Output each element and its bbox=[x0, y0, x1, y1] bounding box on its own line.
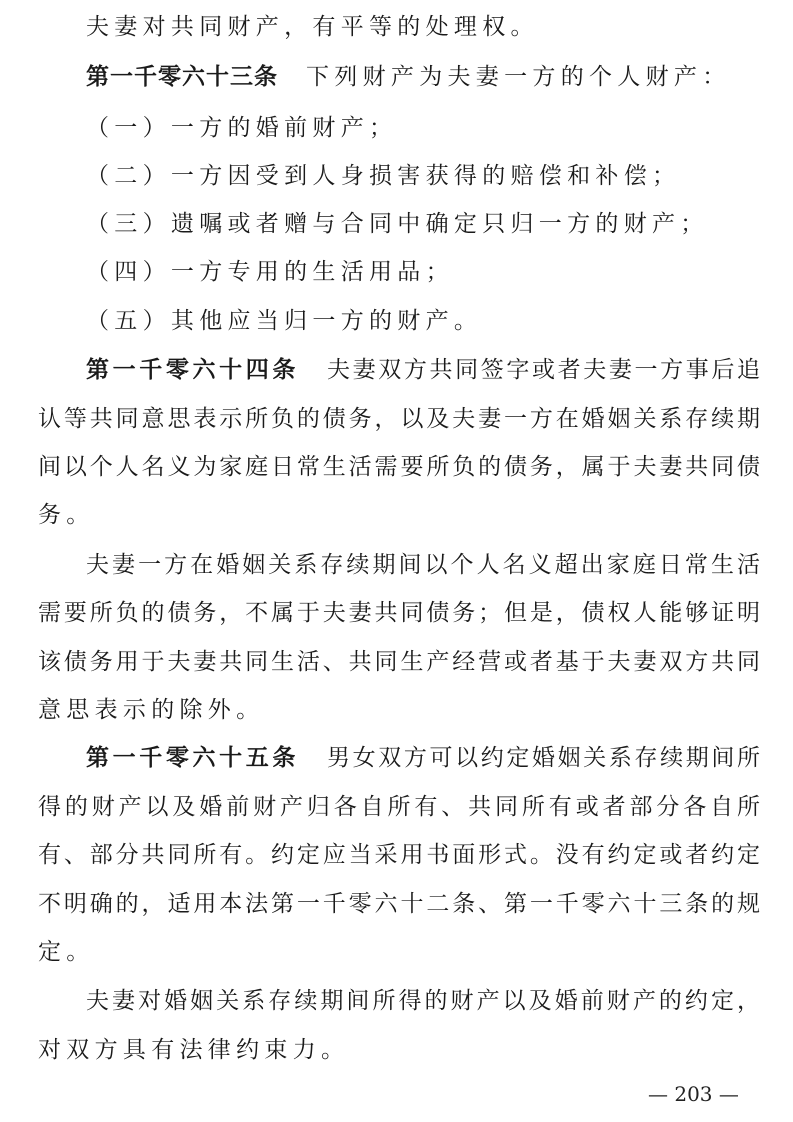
article-heading-line bbox=[86, 743, 760, 773]
text-line: 有、部分共同所有。约定应当采用书面形式。没有约定或者约定 bbox=[38, 842, 760, 868]
text-line: 认等共同意思表示所负的债务，以及夫妻一方在婚姻关系存续期 bbox=[38, 406, 760, 432]
article-number: 第一千零六十四条 bbox=[86, 357, 299, 383]
text-line: 需要所负的债务，不属于夫妻共同债务；但是，债权人能够证明 bbox=[38, 600, 760, 626]
list-item: （二）一方因受到人身损害获得的赔偿和补偿； bbox=[86, 163, 681, 189]
article-text: 下列财产为夫妻一方的个人财产： bbox=[306, 64, 731, 90]
text-line: 夫妻一方在婚姻关系存续期间以个人名义超出家庭日常生活 bbox=[86, 552, 760, 578]
text-line: 对双方具有法律约束力。 bbox=[38, 1037, 350, 1063]
article-heading-line bbox=[86, 62, 760, 92]
text-line: 间以个人名义为家庭日常生活需要所负的债务，属于夫妻共同债 bbox=[38, 454, 760, 480]
text-line: 该债务用于夫妻共同生活、共同生产经营或者基于夫妻双方共同 bbox=[38, 649, 760, 675]
text-line: 定。 bbox=[38, 939, 95, 965]
list-item: （五）其他应当归一方的财产。 bbox=[86, 308, 483, 334]
article-number: 第一千零六十五条 bbox=[86, 745, 299, 771]
text-line: 不明确的，适用本法第一千零六十二条、第一千零六十三条的规 bbox=[38, 891, 760, 917]
article-number: 第一千零六十三条 bbox=[86, 64, 278, 90]
list-item: （三）遗嘱或者赠与合同中确定只归一方的财产； bbox=[86, 211, 709, 237]
list-item: （四）一方专用的生活用品； bbox=[86, 259, 454, 285]
page-number: — 203 — bbox=[648, 1082, 739, 1106]
article-heading-line bbox=[86, 355, 760, 385]
text-line: 夫妻对共同财产，有平等的处理权。 bbox=[86, 14, 539, 40]
text-line: 务。 bbox=[38, 502, 95, 528]
article-text: 夫妻双方共同签字或者夫妻一方事后追 bbox=[327, 357, 760, 383]
list-item: （一）一方的婚前财产； bbox=[86, 115, 398, 141]
article-text: 男女双方可以约定婚姻关系存续期间所 bbox=[327, 745, 760, 771]
text-line: 得的财产以及婚前财产归各自所有、共同所有或者部分各自所 bbox=[38, 794, 760, 820]
text-line: 意思表示的除外。 bbox=[38, 697, 265, 723]
text-line: 夫妻对婚姻关系存续期间所得的财产以及婚前财产的约定， bbox=[86, 988, 760, 1014]
